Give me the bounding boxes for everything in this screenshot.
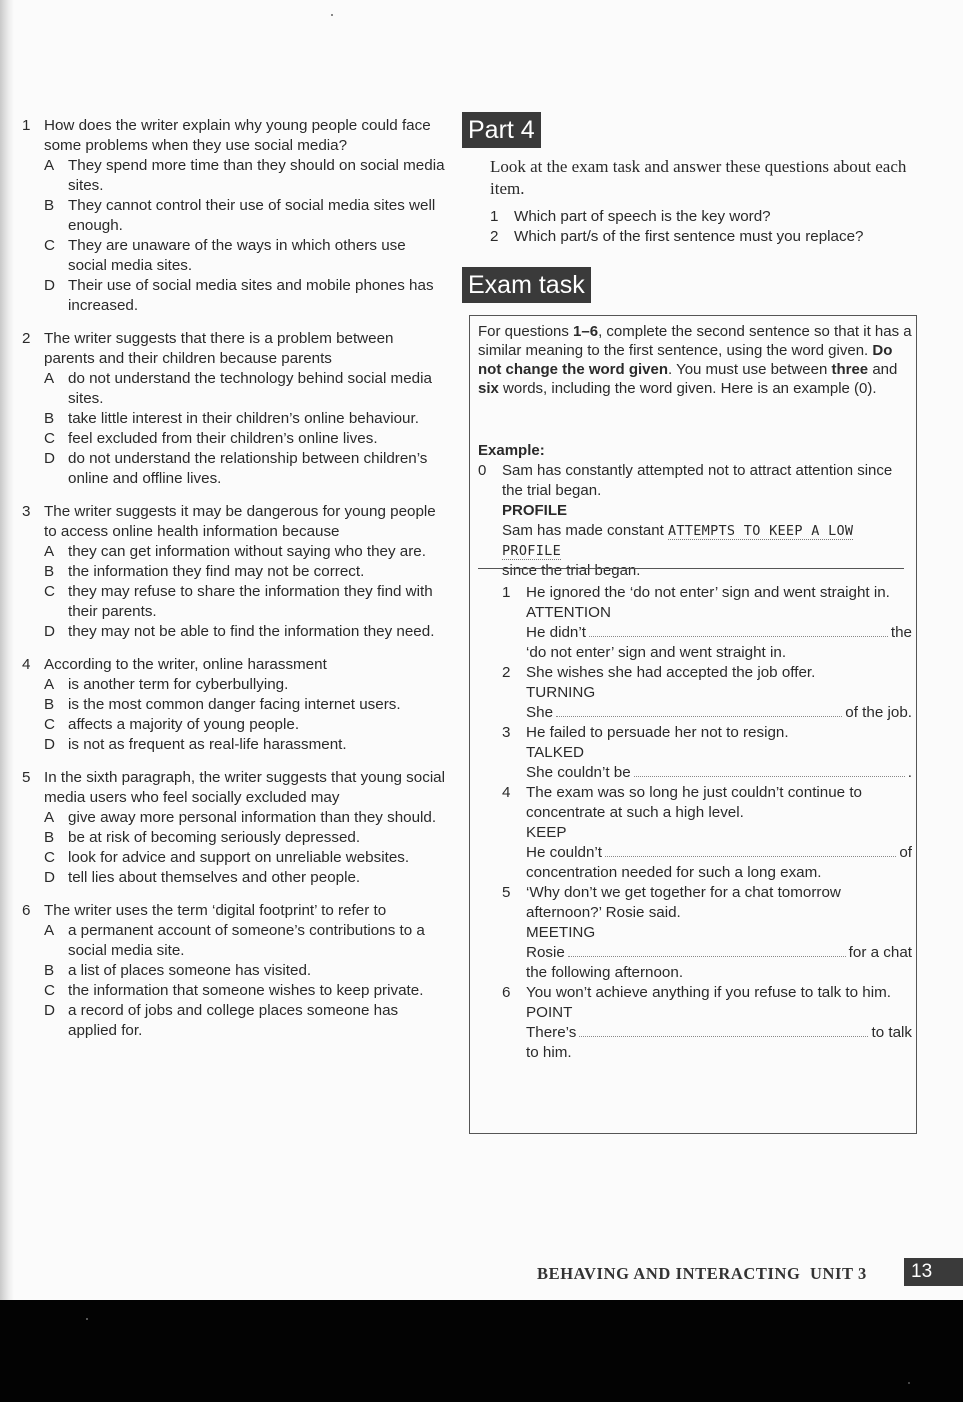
option-letter: D [44,869,55,886]
exam-task-heading: Exam task [462,267,591,303]
option-c [44,429,447,449]
gap-prefix: There’s [526,1024,577,1041]
option-text: they may refuse to share the information they find with their parents. [68,583,433,620]
question-3 [22,502,447,642]
option-b [44,695,447,715]
gap-prefix: He couldn’t [526,844,602,861]
task-item-3 [502,723,912,783]
question-6 [22,901,447,1041]
item-number: 1 [502,584,511,601]
item-continuation: the following afternoon. [526,964,684,981]
option-letter: C [44,982,55,999]
option-letter: C [44,237,55,254]
example-answer: ATTEMPTS TO KEEP A LOW PROFILE [502,523,854,559]
option-d [44,735,447,755]
question-1 [22,116,447,316]
answer-gap[interactable] [605,843,896,857]
question-number: 2 [22,330,31,347]
item-continuation: ‘do not enter’ sign and went straight in. [526,644,787,661]
scan-background [0,1300,963,1402]
footer-section: BEHAVING AND INTERACTING [537,1264,801,1283]
option-letter: D [44,623,55,640]
item-sentence: You won’t achieve anything if you refuse to talk to him. [526,984,891,1001]
option-letter: A [44,922,55,939]
example-number: 0 [478,462,487,479]
instr-text: and [868,361,898,378]
task-item-4 [502,783,912,883]
item-keyword: KEEP [526,824,567,841]
gap-prefix: He didn’t [526,624,586,641]
divider [478,568,904,569]
example-keyword: PROFILE [502,502,568,519]
option-text: feel excluded from their children’s online lives. [68,430,378,447]
item-gap-line [526,943,912,963]
item-keyword: TALKED [526,744,584,761]
item-number: 2 [502,664,511,681]
option-text: They spend more time than they should on social media sites. [68,157,445,194]
scan-speck [86,1318,88,1320]
item-number: 4 [502,784,511,801]
prep-questions [490,207,910,247]
option-a [44,369,447,409]
option-a [44,542,447,562]
option-text: is not as frequent as real-life harassment. [68,736,347,753]
option-d [44,622,447,642]
option-text: Their use of social media sites and mobile phones has increased. [68,277,434,314]
item-sentence: ‘Why don’t we get together for a chat tomorrow afternoon?’ Rosie said. [526,884,841,921]
question-stem: In the sixth paragraph, the writer suggests that young social media users who feel socially excluded may [44,769,446,806]
example-item [478,461,912,581]
task-item-1 [502,583,912,663]
answer-gap[interactable] [556,703,842,717]
option-d [44,868,447,888]
option-letter: B [44,563,55,580]
item-sentence: She wishes she had accepted the job offer. [526,664,816,681]
option-text: tell lies about themselves and other people. [68,869,361,886]
gap-suffix: of the job. [845,704,912,721]
exam-task-box [469,315,917,1134]
instr-text: , complete the second sentence so that it has a similar meaning to the first sentence, using the word given. [478,323,912,359]
example-suffix: since the trial began. [502,562,641,579]
gap-suffix: to talk [871,1024,912,1041]
example-label: Example: [478,442,545,459]
answer-gap[interactable] [589,623,888,637]
instr-text: . You must use between [668,361,832,378]
question-stem: The writer suggests that there is a problem between parents and their children because parents [44,330,394,367]
page-footer [537,1264,867,1284]
option-text: They cannot control their use of social media sites well enough. [68,197,436,234]
task-items [502,583,912,1063]
option-letter: A [44,676,55,693]
item-continuation: concentration needed for such a long exam. [526,864,822,881]
option-letter: D [44,277,55,294]
option-c [44,582,447,622]
instr-range: 1–6 [573,323,599,340]
item-keyword: MEETING [526,924,596,941]
task-item-2 [502,663,912,723]
item-continuation: to him. [526,1044,572,1061]
option-d [44,276,447,316]
option-text: a record of jobs and college places someone has applied for. [68,1002,399,1039]
example-block [478,441,912,581]
item-number: 3 [502,724,511,741]
scan-speck [331,14,333,16]
question-stem: How does the writer explain why young people could face some problems when they use social media? [44,117,431,154]
option-letter: B [44,410,55,427]
item-gap-line [526,843,912,863]
item-gap-line [526,703,912,723]
option-text: do not understand the relationship between children’s online and offline lives. [68,450,428,487]
instr-text: For questions [478,323,574,340]
option-letter: C [44,430,55,447]
item-keyword: POINT [526,1004,573,1021]
gap-suffix: for a chat [848,944,912,961]
option-letter: D [44,1002,55,1019]
page-number: 13 [904,1258,963,1286]
option-letter: B [44,197,55,214]
instr-emphasis: three [831,361,869,378]
option-text: they can get information without saying who they are. [68,543,426,560]
option-text: a list of places someone has visited. [68,962,312,979]
example-prefix: Sam has made constant [502,522,668,539]
prep-question [490,207,910,227]
option-a [44,675,447,695]
option-text: look for advice and support on unreliable websites. [68,849,410,866]
option-letter: C [44,716,55,733]
item-sentence: The exam was so long he just couldn’t continue to concentrate at such a high level. [526,784,863,821]
option-text: a permanent account of someone’s contributions to a social media site. [68,922,425,959]
option-text: They are unaware of the ways in which others use social media sites. [68,237,406,274]
task-item-5 [502,883,912,983]
item-gap-line [526,763,912,783]
option-a [44,156,447,196]
item-gap-line [526,1023,912,1043]
instr-text: words, including the word given. Here is an example (0). [498,380,877,397]
option-letter: C [44,583,55,600]
prep-number: 2 [490,228,499,245]
task-item-6 [502,983,912,1063]
scan-speck [908,1382,910,1384]
question-stem: According to the writer, online harassment [44,656,327,673]
item-keyword: TURNING [526,684,596,701]
option-letter: A [44,809,55,826]
option-c [44,848,447,868]
option-d [44,1001,447,1041]
option-text: give away more personal information than they should. [68,809,437,826]
example-sentence: Sam has constantly attempted not to attract attention since the trial began. [502,462,893,499]
question-5 [22,768,447,888]
option-letter: A [44,370,55,387]
prep-text: Which part/s of the first sentence must you replace? [514,228,864,245]
item-number: 6 [502,984,511,1001]
item-sentence: He ignored the ‘do not enter’ sign and went straight in. [526,584,890,601]
option-text: is another term for cyberbullying. [68,676,289,693]
question-2 [22,329,447,489]
gap-suffix: of [899,844,912,861]
prep-number: 1 [490,208,499,225]
page-spine-shadow [0,0,14,1300]
question-number: 4 [22,656,31,673]
example-answer-line [502,521,912,561]
question-column [22,116,447,1054]
item-gap-line [526,623,912,643]
question-number: 3 [22,503,31,520]
item-sentence: He failed to persuade her not to resign. [526,724,789,741]
option-c [44,981,447,1001]
question-number: 6 [22,902,31,919]
part-intro: Look at the exam task and answer these questions about each item. [490,157,907,198]
question-number: 1 [22,117,31,134]
option-text: take little interest in their children’s online behaviour. [68,410,419,427]
option-letter: A [44,543,55,560]
gap-prefix: Rosie [526,944,565,961]
option-letter: C [44,849,55,866]
option-b [44,409,447,429]
option-b [44,828,447,848]
answer-gap[interactable] [568,943,846,957]
option-letter: B [44,962,55,979]
question-stem: The writer suggests it may be dangerous for young people to access online health information because [44,503,436,540]
option-a [44,808,447,828]
option-d [44,449,447,489]
prep-text: Which part of speech is the key word? [514,208,771,225]
answer-gap[interactable] [634,763,905,777]
gap-suffix: . [907,764,912,781]
option-text: affects a majority of young people. [68,716,300,733]
option-letter: B [44,696,55,713]
option-letter: D [44,450,55,467]
part-heading: Part 4 [462,112,541,148]
option-text: they may not be able to find the information they need. [68,623,435,640]
footer-unit: UNIT 3 [809,1264,867,1283]
item-keyword: ATTENTION [526,604,611,621]
item-number: 5 [502,884,511,901]
exam-instructions [478,322,912,398]
option-b [44,562,447,582]
option-text: do not understand the technology behind social media sites. [68,370,432,407]
answer-gap[interactable] [579,1023,868,1037]
option-letter: B [44,829,55,846]
option-letter: D [44,736,55,753]
option-c [44,715,447,735]
question-stem: The writer uses the term ‘digital footprint’ to refer to [44,902,387,919]
prep-question [490,227,910,247]
option-text: be at risk of becoming seriously depressed. [68,829,361,846]
option-b [44,196,447,236]
option-c [44,236,447,276]
option-text: the information they find may not be correct. [68,563,365,580]
option-text: is the most common danger facing internet users. [68,696,401,713]
gap-suffix: the [890,624,912,641]
question-4 [22,655,447,755]
option-b [44,961,447,981]
instr-emphasis: six [478,380,499,397]
gap-prefix: She couldn’t be [526,764,631,781]
gap-prefix: She [526,704,554,721]
option-a [44,921,447,961]
option-text: the information that someone wishes to keep private. [68,982,424,999]
instr-emphasis: Do not change the word given [478,342,893,378]
question-number: 5 [22,769,31,786]
option-letter: A [44,157,55,174]
